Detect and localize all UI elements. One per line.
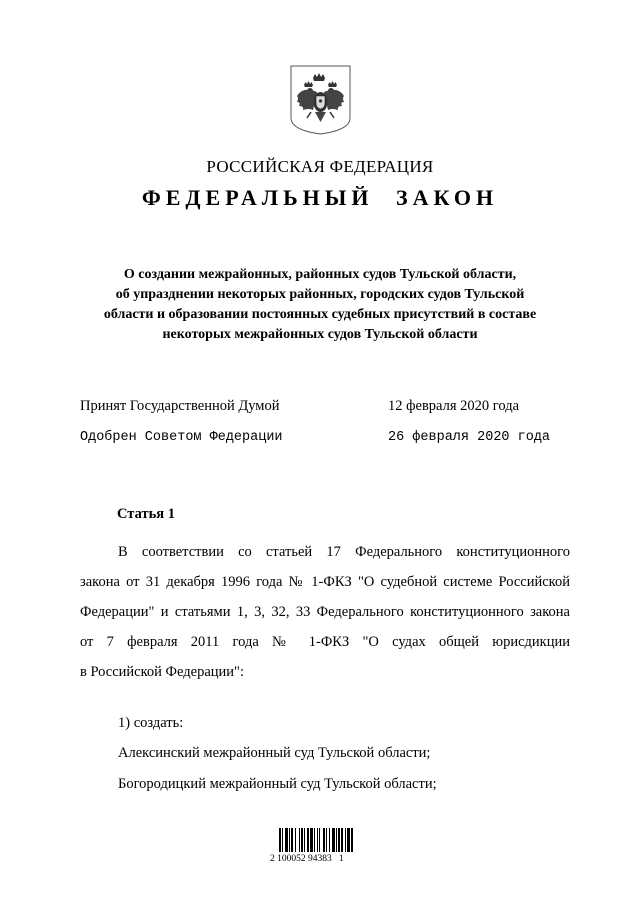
law-title-line: области и образовании постоянных судебных присутствий в составе [103, 307, 537, 322]
paragraph-line: В соответствии со статьей 17 Федерального конституционного [118, 544, 570, 560]
law-title-line: об упразднении некоторых районных, городских судов Тульской [115, 287, 525, 302]
law-title-line: О создании межрайонных, районных судов Тульской области, [123, 267, 517, 282]
article-heading: Статья 1 [117, 506, 175, 522]
barcode-number: 2 100052 94383 1 [270, 854, 344, 864]
country-name: РОССИЙСКАЯ ФЕДЕРАЦИЯ [206, 157, 434, 176]
double-headed-eagle-icon [289, 64, 352, 136]
paragraph-line: Федерации" и статьями 1, 3, 32, 33 Федерального конституционного закона [80, 604, 570, 620]
coat-of-arms-icon [289, 64, 352, 136]
law-title-line: некоторых межрайонных судов Тульской области [162, 327, 478, 342]
paragraph-line: в Российской Федерации": [80, 664, 244, 680]
article-paragraph [80, 537, 570, 687]
paragraph-line: от 7 февраля 2011 года № 1-ФКЗ "О судах общей юрисдикции [80, 634, 570, 650]
list-item: Алексинский межрайонный суд Тульской области; [118, 745, 431, 761]
list-item: Богородицкий межрайонный суд Тульской области; [118, 776, 437, 792]
duma-adoption-label: Принят Государственной Думой [80, 398, 280, 414]
council-approval-date: 26 февраля 2020 года [388, 430, 551, 445]
list-item: 1) создать: [118, 715, 184, 731]
law-title [70, 265, 570, 345]
council-approval-label: Одобрен Советом Федерации [80, 430, 283, 445]
paragraph-line: закона от 31 декабря 1996 года № 1-ФКЗ "О судебной системе Российской [80, 574, 570, 590]
document-type: ФЕДЕРАЛЬНЫЙ ЗАКОН [141, 185, 499, 210]
duma-adoption-date: 12 февраля 2020 года [388, 398, 520, 414]
